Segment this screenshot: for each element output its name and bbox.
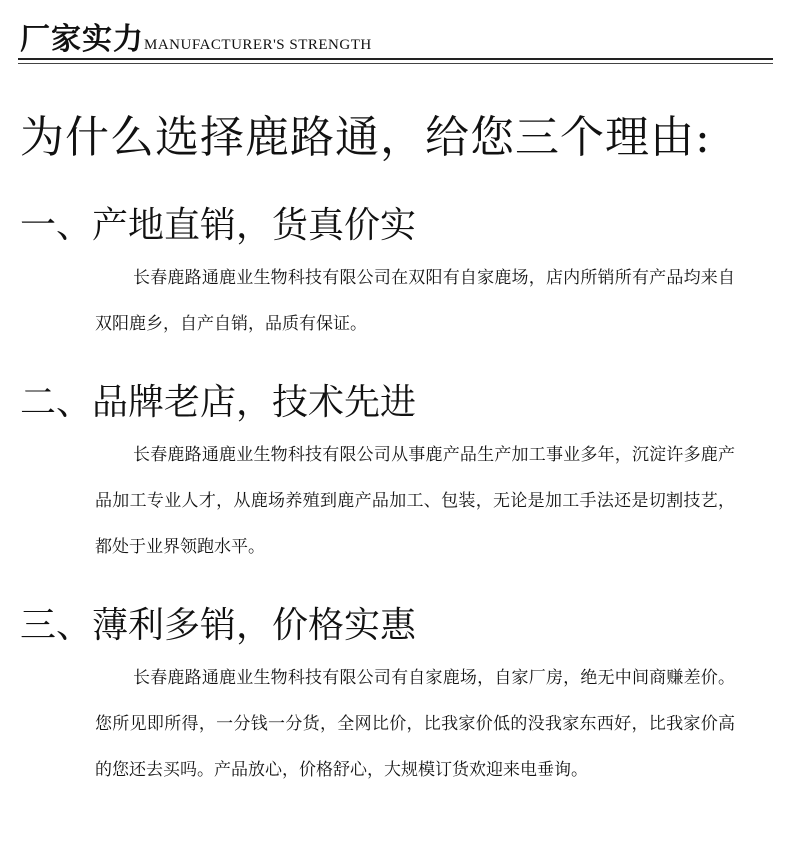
- page-header: [20, 20, 772, 60]
- header-title-en: MANUFACTURER'S STRENGTH: [144, 37, 372, 53]
- section-2-body: 长春鹿路通鹿业生物科技有限公司从事鹿产品生产加工事业多年，沉淀许多鹿产品加工专业人才，从鹿场养殖到鹿产品加工、包装，无论是加工手法还是切割技艺，都处于业界领跑水平。: [95, 445, 735, 557]
- section-3-heading-text: 薄利多销，价格实惠: [92, 605, 417, 646]
- section-1-number: 一、: [20, 205, 93, 246]
- section-2-heading-text: 品牌老店，技术先进: [92, 382, 417, 423]
- section-2-heading: [20, 381, 416, 425]
- main-title: 为什么选择鹿路通，给您三个理由:: [20, 112, 711, 163]
- header-title-cn: 厂家实力: [20, 22, 144, 57]
- section-2-number: 二、: [20, 382, 93, 423]
- section-3-body: 长春鹿路通鹿业生物科技有限公司有自家鹿场，自家厂房，绝无中间商赚差价。您所见即所得，一分钱一分货，全网比价，比我家价低的没我家东西好，比我家价高的您还去买吗。产品放心，价格舒心，大规模订货欢迎来电垂询。: [95, 668, 735, 780]
- section-1-heading-text: 产地直销，货真价实: [92, 205, 417, 246]
- section-3-heading: [20, 604, 416, 648]
- section-1-body: 长春鹿路通鹿业生物科技有限公司在双阳有自家鹿场，店内所销所有产品均来自双阳鹿乡，自产自销，品质有保证。: [95, 268, 735, 334]
- header-divider-thick: [18, 58, 773, 60]
- section-3-number: 三、: [20, 605, 93, 646]
- section-1-heading: [20, 204, 416, 248]
- header-divider-thin: [18, 63, 773, 64]
